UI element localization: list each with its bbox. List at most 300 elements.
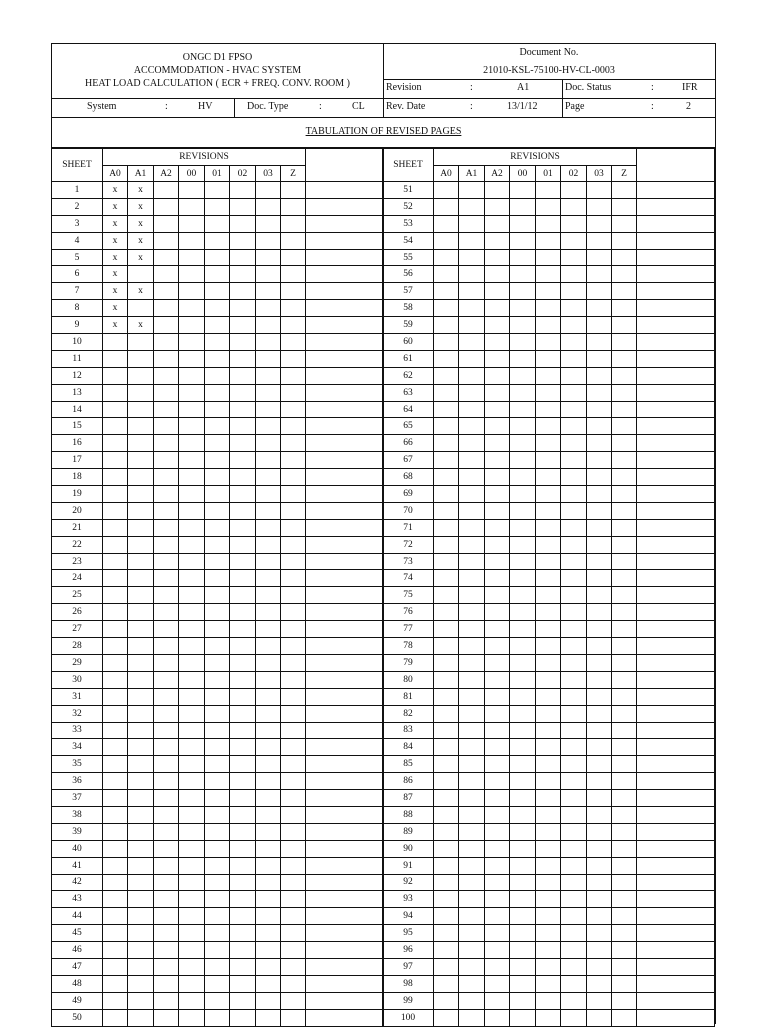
rev-cell (485, 604, 510, 621)
rev-cell (485, 958, 510, 975)
rev-cell (587, 823, 612, 840)
rev-cell (536, 553, 561, 570)
rev-cell (561, 435, 587, 452)
rev-cell (128, 486, 154, 503)
rev-cell (103, 857, 128, 874)
rev-cell (434, 469, 459, 486)
rev-cell (510, 891, 536, 908)
rev-cell (561, 688, 587, 705)
rev-cell (459, 671, 485, 688)
rev-cell (561, 705, 587, 722)
rev-cell (103, 384, 128, 401)
rev-cell (561, 722, 587, 739)
remarks-cell (306, 688, 384, 705)
revisions-header: REVISIONS (434, 149, 637, 166)
rev-cell (128, 621, 154, 638)
rev-cell (205, 739, 230, 756)
table-row (52, 891, 384, 908)
rev-cell (612, 992, 637, 1009)
table-row (52, 350, 384, 367)
rev-cell (103, 604, 128, 621)
table-row (52, 300, 384, 317)
rev-cell (485, 198, 510, 215)
rev-cell (510, 215, 536, 232)
table-row (52, 638, 384, 655)
remarks-cell (306, 266, 384, 283)
rev-cell (510, 874, 536, 891)
rev-cell (587, 942, 612, 959)
rev-cell (587, 198, 612, 215)
rev-cell (587, 350, 612, 367)
remarks-cell (306, 570, 384, 587)
rev-cell (154, 215, 179, 232)
rev-cell (459, 705, 485, 722)
rev-cell (205, 182, 230, 199)
rev-cell (179, 553, 205, 570)
table-row (52, 992, 384, 1009)
rev-cell (459, 587, 485, 604)
sheet-number: 79 (383, 654, 434, 671)
rev-cell: x (103, 266, 128, 283)
rev-cell (281, 891, 306, 908)
rev-cell (561, 621, 587, 638)
remarks-cell (637, 266, 715, 283)
rev-cell (587, 874, 612, 891)
rev-cell (179, 773, 205, 790)
rev-cell (128, 469, 154, 486)
rev-cell (434, 654, 459, 671)
remarks-cell (306, 891, 384, 908)
table-row (52, 384, 384, 401)
rev-cell (612, 536, 637, 553)
rev-cell (281, 469, 306, 486)
rev-cell (587, 452, 612, 469)
sheet-number: 15 (52, 418, 103, 435)
sheet-number: 33 (52, 722, 103, 739)
rev-cell (459, 823, 485, 840)
rev-cell (128, 857, 154, 874)
remarks-cell (637, 638, 715, 655)
remarks-cell (306, 773, 384, 790)
rev-cell (561, 215, 587, 232)
table-row (383, 975, 715, 992)
sheet-number: 23 (52, 553, 103, 570)
rev-date-colon: : (470, 101, 473, 112)
rev-cell (434, 840, 459, 857)
meta-row (52, 98, 715, 118)
rev-cell (205, 334, 230, 351)
rev-cell: x (103, 317, 128, 334)
rev-cell (154, 452, 179, 469)
rev-cell (281, 790, 306, 807)
rev-cell (205, 823, 230, 840)
rev-cell (434, 942, 459, 959)
rev-cell (103, 756, 128, 773)
rev-col-header: 01 (205, 166, 230, 182)
rev-cell (256, 384, 281, 401)
rev-cell (434, 671, 459, 688)
rev-cell (561, 502, 587, 519)
rev-cell (536, 925, 561, 942)
rev-cell (536, 350, 561, 367)
rev-cell (230, 418, 256, 435)
sheet-number: 59 (383, 317, 434, 334)
sheet-number: 34 (52, 739, 103, 756)
rev-cell (459, 773, 485, 790)
sheet-number: 55 (383, 249, 434, 266)
rev-cell (434, 384, 459, 401)
remarks-cell (637, 553, 715, 570)
rev-cell (179, 975, 205, 992)
rev-cell (434, 722, 459, 739)
sheet-number: 87 (383, 790, 434, 807)
rev-cell (510, 266, 536, 283)
table-row (52, 942, 384, 959)
table-row (383, 790, 715, 807)
rev-cell (230, 790, 256, 807)
rev-cell (103, 519, 128, 536)
rev-cell (154, 182, 179, 199)
rev-cell (587, 334, 612, 351)
remarks-cell (637, 182, 715, 199)
rev-cell (434, 334, 459, 351)
rev-cell (587, 806, 612, 823)
remarks-cell (306, 215, 384, 232)
rev-cell (103, 722, 128, 739)
rev-cell (485, 435, 510, 452)
rev-cell (154, 401, 179, 418)
rev-cell: x (103, 198, 128, 215)
rev-cell (561, 587, 587, 604)
rev-cell (281, 604, 306, 621)
rev-cell (587, 975, 612, 992)
rev-cell (179, 925, 205, 942)
rev-cell (154, 739, 179, 756)
rev-cell (485, 908, 510, 925)
rev-cell (459, 621, 485, 638)
rev-cell (128, 570, 154, 587)
rev-cell (536, 283, 561, 300)
sheet-number: 88 (383, 806, 434, 823)
remarks-cell (306, 992, 384, 1009)
rev-cell (154, 638, 179, 655)
rev-cell (536, 638, 561, 655)
rev-cell (510, 486, 536, 503)
rev-cell (256, 367, 281, 384)
rev-col-header: Z (281, 166, 306, 182)
rev-cell (103, 790, 128, 807)
table-row (383, 671, 715, 688)
table-row (383, 215, 715, 232)
rev-cell (587, 688, 612, 705)
rev-cell (536, 317, 561, 334)
rev-cell (459, 1009, 485, 1026)
rev-cell (434, 925, 459, 942)
sheet-number: 69 (383, 486, 434, 503)
rev-cell (485, 553, 510, 570)
rev-cell (256, 198, 281, 215)
rev-cell (256, 553, 281, 570)
rev-cell (510, 958, 536, 975)
rev-cell (179, 570, 205, 587)
rev-cell (256, 840, 281, 857)
revisions-table-right (382, 148, 715, 1027)
page-colon: : (651, 101, 654, 112)
rev-cell (434, 874, 459, 891)
remarks-cell (637, 942, 715, 959)
remarks-header (637, 149, 715, 182)
rev-cell (128, 722, 154, 739)
rev-cell (434, 992, 459, 1009)
remarks-cell (306, 182, 384, 199)
table-row (383, 232, 715, 249)
remarks-cell (637, 756, 715, 773)
table-row (383, 317, 715, 334)
table-row (52, 486, 384, 503)
rev-cell (510, 722, 536, 739)
remarks-cell (306, 638, 384, 655)
rev-cell (281, 198, 306, 215)
rev-cell (128, 790, 154, 807)
rev-cell (536, 384, 561, 401)
table-row (52, 502, 384, 519)
remarks-cell (637, 722, 715, 739)
table-row (383, 401, 715, 418)
rev-cell (434, 857, 459, 874)
rev-cell (561, 958, 587, 975)
rev-cell (230, 958, 256, 975)
rev-cell (459, 739, 485, 756)
rev-cell (205, 773, 230, 790)
remarks-header (306, 149, 384, 182)
sheet-number: 11 (52, 350, 103, 367)
rev-cell (256, 587, 281, 604)
system-label: System (87, 101, 117, 112)
rev-cell (485, 502, 510, 519)
rev-cell (205, 942, 230, 959)
rev-cell (230, 587, 256, 604)
rev-cell (612, 958, 637, 975)
rev-cell (103, 350, 128, 367)
sheet-number: 54 (383, 232, 434, 249)
rev-cell (230, 942, 256, 959)
rev-cell (256, 418, 281, 435)
sheet-number: 57 (383, 283, 434, 300)
rev-cell (612, 553, 637, 570)
rev-cell (459, 874, 485, 891)
rev-cell (587, 384, 612, 401)
table-row (52, 469, 384, 486)
sheet-number: 48 (52, 975, 103, 992)
sheet-number: 85 (383, 756, 434, 773)
rev-cell (587, 739, 612, 756)
sheet-number: 1 (52, 182, 103, 199)
rev-cell (434, 198, 459, 215)
table-row (52, 435, 384, 452)
tabulation-title (52, 117, 715, 148)
rev-cell (510, 942, 536, 959)
rev-cell (179, 823, 205, 840)
table-row (52, 806, 384, 823)
remarks-cell (306, 232, 384, 249)
sheet-number: 42 (52, 874, 103, 891)
rev-cell (485, 621, 510, 638)
rev-cell (536, 891, 561, 908)
rev-cell (154, 502, 179, 519)
sheet-number: 73 (383, 553, 434, 570)
table-row (52, 283, 384, 300)
rev-cell (128, 688, 154, 705)
rev-cell (128, 519, 154, 536)
sheet-number: 93 (383, 891, 434, 908)
rev-cell (536, 874, 561, 891)
rev-cell (179, 401, 205, 418)
rev-cell (561, 756, 587, 773)
rev-cell (561, 384, 587, 401)
rev-cell (612, 790, 637, 807)
table-row (383, 621, 715, 638)
rev-cell: x (103, 182, 128, 199)
rev-cell (256, 975, 281, 992)
rev-cell (281, 857, 306, 874)
rev-cell (587, 418, 612, 435)
rev-cell (536, 502, 561, 519)
rev-cell (154, 266, 179, 283)
rev-cell (536, 469, 561, 486)
rev-cell: x (103, 283, 128, 300)
rev-cell (485, 942, 510, 959)
sheet-number: 45 (52, 925, 103, 942)
rev-cell (612, 1009, 637, 1026)
rev-cell (510, 452, 536, 469)
rev-cell (179, 418, 205, 435)
rev-cell (256, 469, 281, 486)
rev-cell (485, 739, 510, 756)
rev-cell (179, 249, 205, 266)
rev-cell (434, 435, 459, 452)
table-row (383, 654, 715, 671)
sheet-number: 46 (52, 942, 103, 959)
rev-cell: x (103, 215, 128, 232)
rev-cell (128, 925, 154, 942)
rev-cell (536, 705, 561, 722)
remarks-cell (637, 857, 715, 874)
rev-cell (485, 671, 510, 688)
rev-cell (459, 418, 485, 435)
rev-cell (230, 502, 256, 519)
rev-cell (154, 570, 179, 587)
table-row (52, 705, 384, 722)
rev-cell (281, 671, 306, 688)
rev-cell (230, 486, 256, 503)
sheet-number: 78 (383, 638, 434, 655)
rev-cell (612, 334, 637, 351)
rev-cell (230, 857, 256, 874)
rev-cell (256, 215, 281, 232)
sheet-number: 36 (52, 773, 103, 790)
rev-cell (154, 840, 179, 857)
rev-col-header: A2 (154, 166, 179, 182)
rev-cell (459, 435, 485, 452)
rev-cell (281, 975, 306, 992)
rev-cell (256, 283, 281, 300)
rev-cell (561, 266, 587, 283)
sheet-number: 80 (383, 671, 434, 688)
rev-cell (179, 536, 205, 553)
rev-cell (256, 249, 281, 266)
rev-cell (128, 553, 154, 570)
rev-cell (536, 739, 561, 756)
rev-cell (587, 401, 612, 418)
sheet-number: 27 (52, 621, 103, 638)
remarks-cell (637, 502, 715, 519)
rev-cell (459, 317, 485, 334)
rev-cell (281, 739, 306, 756)
rev-cell (485, 1009, 510, 1026)
rev-cell (561, 975, 587, 992)
remarks-cell (306, 942, 384, 959)
rev-cell (230, 908, 256, 925)
rev-cell (485, 840, 510, 857)
table-row (52, 1009, 384, 1026)
rev-cell (612, 756, 637, 773)
rev-cell (612, 604, 637, 621)
rev-cell (612, 739, 637, 756)
rev-cell (256, 942, 281, 959)
rev-cell (256, 790, 281, 807)
rev-cell (205, 469, 230, 486)
rev-cell (510, 350, 536, 367)
remarks-cell (637, 654, 715, 671)
sheet-number: 31 (52, 688, 103, 705)
table-row (52, 334, 384, 351)
rev-cell (154, 587, 179, 604)
rev-cell (510, 705, 536, 722)
remarks-cell (306, 722, 384, 739)
sheet-number: 75 (383, 587, 434, 604)
rev-cell (154, 975, 179, 992)
rev-cell (434, 1009, 459, 1026)
rev-cell (179, 367, 205, 384)
rev-cell (459, 992, 485, 1009)
rev-cell (434, 401, 459, 418)
remarks-cell (637, 874, 715, 891)
rev-cell (587, 908, 612, 925)
remarks-cell (637, 334, 715, 351)
rev-cell (154, 790, 179, 807)
rev-cell (612, 891, 637, 908)
rev-cell (205, 908, 230, 925)
rev-cell (510, 519, 536, 536)
table-row (52, 756, 384, 773)
revisions-table-left (51, 148, 384, 1027)
sheet-number: 37 (52, 790, 103, 807)
rev-cell (281, 367, 306, 384)
rev-cell (230, 317, 256, 334)
sheet-number: 84 (383, 739, 434, 756)
rev-cell (510, 806, 536, 823)
sheet-number: 9 (52, 317, 103, 334)
rev-cell (510, 790, 536, 807)
rev-cell (485, 688, 510, 705)
rev-cell (612, 570, 637, 587)
rev-cell (587, 283, 612, 300)
table-row (52, 198, 384, 215)
table-row (383, 1009, 715, 1026)
table-row (52, 857, 384, 874)
rev-cell (561, 283, 587, 300)
rev-cell (128, 1009, 154, 1026)
